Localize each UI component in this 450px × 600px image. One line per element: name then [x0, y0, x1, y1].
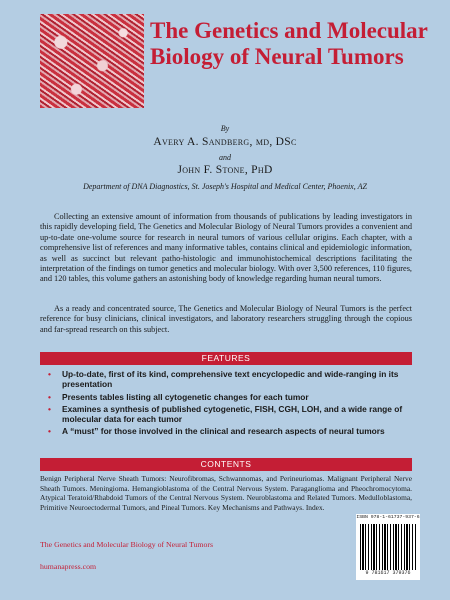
bullet-icon: •: [48, 369, 51, 379]
footer-book-title: The Genetics and Molecular Biology of Neural Tumors: [40, 540, 214, 549]
department-affiliation: Department of DNA Diagnostics, St. Joseph's Hospital and Medical Center, Phoenix, AZ: [83, 182, 367, 191]
contents-heading: CONTENTS: [40, 458, 412, 471]
barcode-icon: [360, 524, 416, 570]
feature-item: • Up-to-date, first of its kind, comprehensive text encyclopedic and wide-ranging in its presentation: [48, 369, 399, 390]
barcode-digits: 9 781617 379376: [365, 570, 411, 576]
and-label: and: [219, 153, 231, 162]
bullet-icon: •: [48, 403, 51, 414]
bullet-icon: •: [48, 391, 51, 402]
author-1: Avery A. Sandberg, md, DSc: [153, 136, 297, 148]
features-heading: FEATURES: [40, 352, 412, 365]
feature-item: • Presents tables listing all cytogenetic changes for each tumor: [48, 391, 309, 402]
by-label: By: [220, 124, 230, 133]
publisher-link[interactable]: humanapress.com: [40, 562, 97, 571]
isbn-label: ISBN 978-1-61737-937-6: [356, 515, 420, 520]
feature-item: • A “must” for those involved in the clinical and research aspects of neural tumors: [48, 426, 385, 437]
description-paragraph-2: As a ready and concentrated source, The Genetics and Molecular Biology of Neural Tumors is the perfect reference for busy clinicians, clinical investigators, and laboratory researchers struggling through the copious and far-spread research on this subject.: [40, 304, 412, 334]
author-2: John F. Stone, PhD: [177, 164, 273, 176]
contents-text: Benign Peripheral Nerve Sheath Tumors: Neurofibromas, Schwannomas, and Perineuriomas. Malignant Peripheral Nerve Sheath Tumors. Meningioma. Hemangioblastoma of the Central Nervous System. Paraganglioma and Pheochromocytoma. Atypical Teratoid/Rhabdoid Tumors of the Central Nervous System. Neuroblastoma and Related Tumors. Medulloblastoma, Primitive Neuroectodermal Tumors, and Pineal Tumors. Key Mechanisms and Pathways. Index.: [40, 474, 412, 512]
cover-thumbnail-image: [40, 14, 144, 108]
description-paragraph-1: Collecting an extensive amount of information from thousands of publications by leading investigators in this rapidly developing field, The Genetics and Molecular Biology of Neural Tumors provides a convenient and up-to-date one-volume source for research in neural tumors of various cellular origins. Each chapter, with a comprehensive list of references and many informative tables, contains clinical and epidemiologic information, as well as succinct but relevant patho-histologic and immunohistochemical descriptions facilitating the interpretation of the findings on tumor genetics and molecular biology. With over 3,500 references, 110 figures, and 120 tables, this volume gathers an astonishing body of knowledge regarding human neural tumors.: [40, 212, 412, 284]
feature-item: • Examines a synthesis of published cytogenetic, FISH, CGH, LOH, and a wide range of molecular data for each tumor: [48, 403, 403, 425]
features-list: [48, 369, 408, 439]
book-title: The Genetics and Molecular Biology of Neural Tumors: [150, 18, 428, 69]
bullet-icon: •: [48, 426, 51, 437]
